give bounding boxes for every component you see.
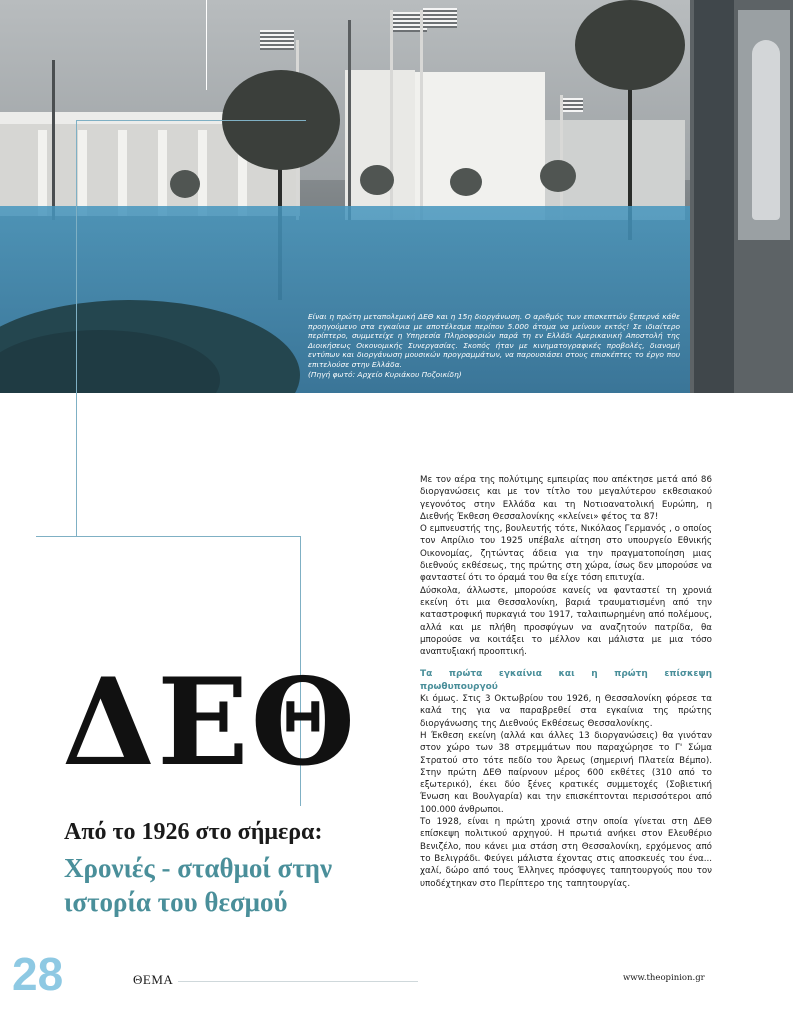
photo-credit: (Πηγή φωτό: Αρχείο Κυριάκου Ποζοικίδη) [308,369,462,379]
footer-rule [178,981,418,982]
article-paragraph: Η Έκθεση εκείνη (αλλά και άλλες 13 διοργανώσεις) θα γινόταν στον χώρο των 38 στρεμμάτων που παραχώρησε το Γ' Σώμα Στρατού στο τότε πεδίο του Άρεως (σημερινή Πλατεία Βέμπο). Στην πρώτη ΔΕΘ παίρνουν μέρος 600 εκθέτες (310 από το εξωτερικό), έκει δύο ξένες κρατικές συμμετοχές (Σοβιετική Ένωση και Βουλγαρία) και την επισκέπτονται περισσότεροι από 100.000 άνθρωποι. [420,730,712,815]
photo-panel-frame [694,0,734,393]
photo-caption [308,312,680,379]
website-link[interactable]: www.theopinion.gr [623,973,705,983]
flag-icon [423,8,457,28]
article-paragraph: Το 1928, είναι η πρώτη χρονιά στην οποία γίνεται στη ΔΕΘ επίσκεψη πολιτικού αρχηγού. Η πρωτιά ανήκει στον Ελευθέριο Βενιζέλο, που κάνει μια στάση στη Θεσσαλονίκη, ερχόμενος από το Βελιγράδι. Φεύγει μάλιστα έχοντας στις αποσκευές του ένα... χαλί, δώρο από τους Έλληνες πρόσφυγες ταπητουργούς που τον υποδέχτηκαν στο Περίπτερο της ταπητουργίας. [420,817,712,889]
subtitle-line-2: Χρονιές - σταθμοί στην ιστορία του θεσμού [64,853,333,917]
photo-pillar [198,130,207,216]
photo-lamp-post [52,60,55,220]
photo-pillar [158,130,167,216]
article-body [420,474,712,890]
photo-flagpole [560,95,563,220]
photo-tree [360,165,394,195]
photo-lamp-post [348,20,351,220]
photo-pillar [78,130,87,216]
photo-tree [540,160,576,192]
header-photo [0,0,793,393]
photo-flagpole [420,10,423,220]
photo-right-panel [690,0,793,393]
article-paragraph: Ο εμπνευστής της, βουλευτής τότε, Νικόλαος Γερμανός , ο οποίος τον Απρίλιο του 1925 υπέβαλε αίτηση στο υπουργείο Εθνικής Οικονομίας, ζητώντας άδεια για την πραγματοποίηση μιας διεθνούς εκθέσεως, της πρώτης στη χώρα, ίσως δεν μπορούσε να φανταστεί ότι το όραμά του θα είχε τόση επιτυχία. [420,524,712,584]
flag-icon [563,98,583,112]
photo-tower-building [345,70,415,220]
frame-line-mid-h [36,536,301,537]
page-number: 28 [12,948,64,1000]
main-title: ΔΕΘ [62,652,358,793]
section-name: ΘΕΜΑ [133,972,174,987]
photo-pillar [38,130,47,216]
photo-pillar [118,130,127,216]
photo-panel-figure [752,40,780,220]
photo-main-building [415,72,545,220]
flag-icon [260,30,294,50]
frame-line-top [76,120,77,537]
article-subheading: Τα πρώτα εγκαίνια και η πρώτη επίσκεψη πρωθυπουργού [420,669,712,692]
photo-tree [450,168,482,196]
photo-tree [170,170,200,198]
photo-tree [575,0,685,90]
article-paragraph: Με τον αέρα της πολύτιμης εμπειρίας που απέκτησε μετά από 86 διοργανώσεις και με τον τίτλο του μεγαλύτερου εκθεσιακού γεγονότος στην Ελλάδα και τη Νοτιοανατολική Ευρώπη, η Διεθνής Έκθεση Θεσσαλονίκης «κλείνει» φέτος τα 87! [420,475,712,522]
photo-caption-text: Είναι η πρώτη μεταπολεμική ΔΕΘ και η 15η διοργάνωση. Ο αριθμός των επισκεπτών ξεπερνά κάθε προηγούμενο στα εγκαίνια με αποτέλεσμα περίπου 5.000 άτομα να μείνουν εκτός! Σε ιδιαίτερο περίπτερο, συμμετείχε η Υπηρεσία Πληροφοριών παρά τη εν Ελλάδι Αμερικανική Αποστολή της Διοικήσεως Οικονομικής Συνεργασίας. Σκοπός ήταν με κινηματογραφικές προβολές, διανομή εντύπων και διοργάνωση μουσικών προγραμμάτων, να παρουσιάσει στους επισκέπτες το έργο που επιτελούσε στην Ελλάδα. [308,312,680,369]
frame-line-top-h [76,120,306,121]
article-paragraph: Δύσκολα, άλλωστε, μπορούσε κανείς να φανταστεί τη χρονιά εκείνη ότι μια Θεσσαλονίκη, βαριά τραυματισμένη από την καταστροφική πυρκαγιά του 1917, ταλαιπωρημένη από πολέμους, αλλά και με πλήθη προσφύγων να αναζητούν πατρίδα, θα μπορούσε να κοιτάξει το μέλλον και μάλιστα με μια τόσο αναπτυξιακή προοπτική. [420,585,712,658]
subtitle-line-1: Από το 1926 στο σήμερα: [64,819,323,845]
frame-line-photo-v [206,0,207,90]
article-paragraph: Κι όμως. Στις 3 Οκτωβρίου του 1926, η Θεσσαλονίκη φόρεσε τα καλά της για να παραβρεθεί στα εγκαίνια της πρώτης διοργάνωσης της Διεθνούς Εκθέσεως Θεσσαλονίκης. [420,694,712,729]
